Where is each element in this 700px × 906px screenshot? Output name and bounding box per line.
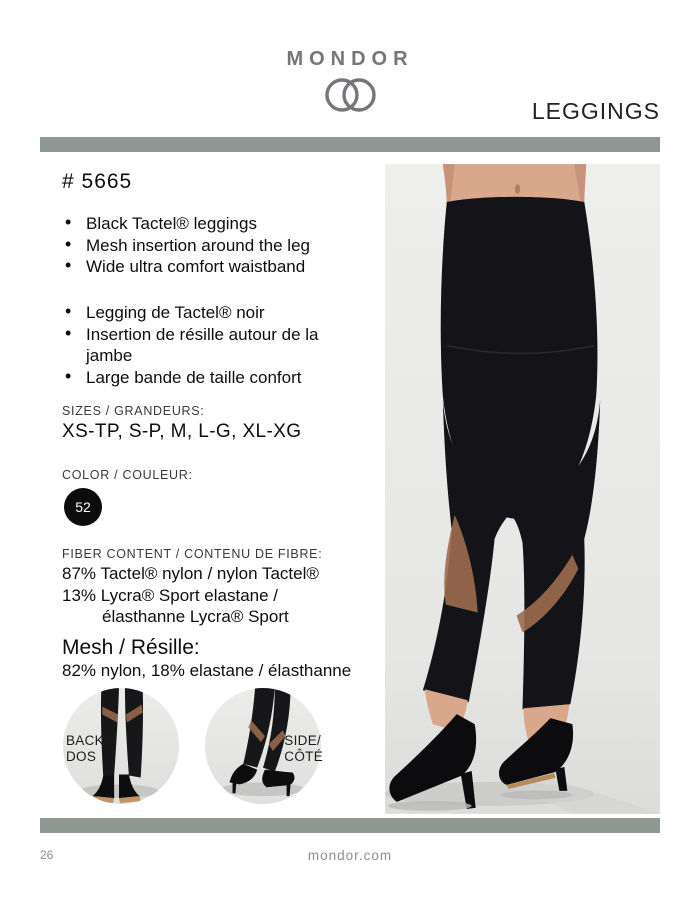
back-view-label xyxy=(66,733,108,765)
fiber-line: 87% Tactel® nylon / nylon Tactel® xyxy=(62,564,319,583)
back-view-label-line1: BACK/ xyxy=(66,733,109,748)
feature-list-french xyxy=(62,302,354,388)
fiber-line: 13% Lycra® Sport elastane / xyxy=(62,585,279,605)
product-number: # 5665 xyxy=(62,170,133,193)
view-thumbnails xyxy=(62,687,322,805)
back-view-photo xyxy=(62,687,180,805)
feature-item: • Legging de Tactel® noir xyxy=(62,302,354,324)
feature-item: • Insertion de résille autour de la jambe xyxy=(62,324,354,367)
brand-rings-icon xyxy=(318,74,382,121)
feature-item: • Large bande de taille confort xyxy=(62,367,354,389)
color-swatch-52 xyxy=(64,488,102,526)
back-view-label-line2: DOS xyxy=(66,749,97,764)
color-code: 52 xyxy=(75,499,91,515)
mesh-composition: 82% nylon, 18% elastane / élasthanne xyxy=(62,661,352,680)
top-accent-bar xyxy=(40,137,660,152)
color-label: COLOR / COULEUR: xyxy=(62,468,193,482)
feature-list-english xyxy=(62,213,354,278)
fiber-content xyxy=(62,563,319,628)
category-title: LEGGINGS xyxy=(531,98,660,124)
page-number: 26 xyxy=(40,848,54,862)
feature-item: • Mesh insertion around the leg xyxy=(62,235,354,257)
sizes-value: XS-TP, S-P, M, L-G, XL-XG xyxy=(62,421,302,442)
website-link[interactable]: mondor.com xyxy=(307,848,393,863)
brand-wordmark: MONDOR xyxy=(286,48,414,70)
side-view-label-line2: CÔTÉ xyxy=(284,749,323,764)
feature-item: • Black Tactel® leggings xyxy=(62,213,354,235)
sizes-label: SIZES / GRANDEURS: xyxy=(62,404,205,418)
side-view-label xyxy=(284,733,323,765)
product-photo xyxy=(385,163,660,815)
mesh-section-title: Mesh / Résille: xyxy=(62,636,200,659)
side-view-photo xyxy=(204,687,322,805)
side-view-label-line1: SIDE/ xyxy=(284,733,322,748)
fiber-content-label: FIBER CONTENT / CONTENU DE FIBRE: xyxy=(62,547,323,561)
feature-item: • Wide ultra comfort waistband xyxy=(62,256,354,278)
fiber-line: élasthanne Lycra® Sport xyxy=(102,607,289,626)
bottom-accent-bar xyxy=(40,818,660,833)
